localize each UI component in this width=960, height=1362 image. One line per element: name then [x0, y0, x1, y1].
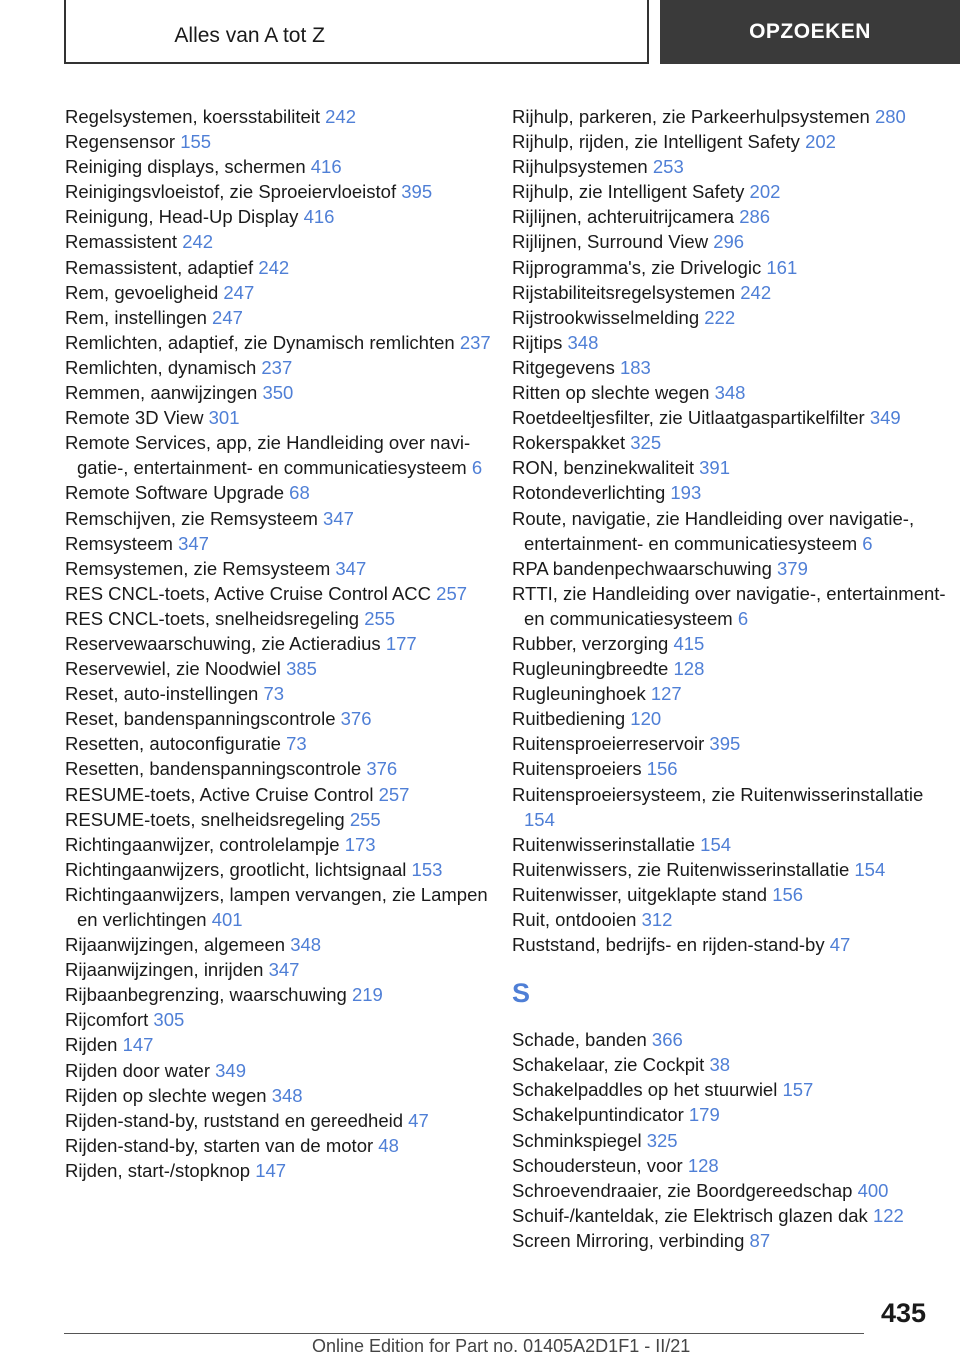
index-entry	[65, 832, 505, 857]
entry-term: Ruitensproeierreservoir	[512, 733, 705, 755]
entry-term: Richtingaanwijzers, grootlicht, lichtsignaal	[65, 858, 407, 880]
index-entry	[65, 631, 505, 656]
entry-term: Rijlijnen, Surround View	[512, 231, 709, 253]
entry-term: Ruit, ontdooien	[512, 909, 637, 930]
entry-term: Route, navigatie, zie Handleiding over navigatie-, entertainment- en communicatiesysteem	[512, 507, 915, 554]
index-entry	[512, 1228, 952, 1253]
page-reference-link[interactable]: 247	[223, 281, 255, 303]
entry-term: Ruitenwissers, zie Ruitenwisserinstallatie	[512, 858, 850, 880]
page-reference-link[interactable]: 347	[178, 532, 209, 554]
index-entry	[512, 1077, 952, 1102]
index-entry	[512, 1052, 952, 1077]
page-reference-link[interactable]: 68	[289, 482, 310, 504]
page-reference-link[interactable]: 128	[673, 658, 705, 680]
entry-term: Ritten op slechte wegen	[512, 382, 710, 404]
page-reference-link[interactable]: 161	[766, 256, 798, 278]
entry-term: Schuif-/kanteldak, zie Elektrisch glazen dak	[512, 1204, 868, 1226]
entry-term: Remlichten, dynamisch	[65, 356, 257, 378]
entry-term: Richtingaanwijzers, lampen vervangen, zie Lampen en verlichtingen	[65, 883, 488, 930]
page-reference-link[interactable]: 242	[740, 281, 772, 303]
entry-term: Rijprogramma's, zie Drivelogic	[512, 256, 762, 278]
page-reference-link[interactable]: 120	[630, 708, 662, 730]
index-entry	[65, 480, 505, 505]
index-entry	[512, 581, 952, 631]
entry-term: Rijbaanbegrenzing, waarschuwing	[65, 984, 347, 1006]
page-reference-link[interactable]: 73	[263, 683, 285, 705]
entry-term: Ruitenwisserinstallatie	[512, 833, 696, 855]
entry-term: Ruitensproeiers	[512, 758, 642, 780]
entry-term: Rubber, verzorging	[512, 632, 669, 654]
entry-term: Regensensor	[65, 131, 176, 153]
index-entry	[65, 731, 505, 756]
entry-term: Rijden op slechte wegen	[65, 1084, 267, 1106]
entry-term: Rijden door water	[65, 1059, 210, 1081]
entry-term: Rijtips	[512, 331, 563, 353]
index-column-right	[512, 104, 952, 1253]
index-entry	[512, 631, 952, 656]
page-reference-link[interactable]: 179	[688, 1104, 720, 1126]
page-reference-link[interactable]: 154	[524, 808, 555, 830]
page-reference-link[interactable]: 257	[436, 582, 468, 604]
entry-term: Reinigingsvloeistof, zie Sproeiervloeistof	[65, 181, 397, 203]
index-entry	[65, 229, 505, 254]
page-reference-link[interactable]: 347	[335, 557, 367, 579]
entry-term: Reinigung, Head-Up Display	[65, 206, 299, 228]
header-frame	[64, 0, 649, 64]
page-reference-link[interactable]: 348	[567, 331, 599, 353]
index-entry	[65, 807, 505, 832]
page-reference-link[interactable]: 237	[261, 356, 293, 378]
entry-term: Rijden-stand-by, starten van de motor	[65, 1134, 374, 1156]
page-reference-link[interactable]: 416	[303, 206, 335, 228]
index-entry	[512, 932, 952, 957]
entry-term: Schade, banden	[512, 1029, 647, 1051]
index-column-left	[65, 104, 505, 1183]
entry-term: Remassistent	[65, 231, 178, 253]
page-reference-link[interactable]: 416	[310, 156, 342, 178]
page-reference-link[interactable]: 128	[687, 1154, 719, 1176]
entry-term: Resetten, bandenspanningscontrole	[65, 758, 362, 780]
entry-term: Ruitenwisser, uitgeklapte stand	[512, 883, 768, 905]
index-entry	[65, 1133, 505, 1158]
entry-term: Ruitbediening	[512, 708, 626, 730]
page-reference-link[interactable]: 395	[401, 181, 433, 203]
entry-term: Rokerspakket	[512, 432, 626, 454]
index-entry	[65, 957, 505, 982]
page-reference-link[interactable]: 286	[739, 206, 771, 228]
index-entry	[65, 104, 505, 129]
entry-term: RES CNCL-toets, Active Cruise Control ACC	[65, 582, 432, 604]
page-reference-link[interactable]: 87	[749, 1229, 771, 1251]
entry-term: Rijcomfort	[65, 1009, 149, 1031]
page-reference-link[interactable]: 183	[619, 356, 651, 378]
entry-term: Remsysteem	[65, 532, 173, 554]
index-entry	[512, 1128, 952, 1153]
index-entry	[512, 305, 952, 330]
page-reference-link[interactable]: 350	[262, 382, 294, 404]
page-reference-link[interactable]: 255	[349, 808, 381, 830]
page-reference-link[interactable]: 347	[268, 959, 300, 981]
entry-term: RES CNCL-toets, snelheidsregeling	[65, 607, 360, 629]
index-entry	[65, 1007, 505, 1032]
page-reference-link[interactable]: 202	[805, 131, 836, 153]
page-reference-link[interactable]: 325	[630, 432, 662, 454]
index-entry	[512, 204, 952, 229]
entry-term: Schminkspiegel	[512, 1129, 642, 1151]
page-reference-link[interactable]: 153	[411, 858, 443, 880]
entry-term: Rotondeverlichting	[512, 482, 666, 504]
page-reference-link[interactable]: 147	[122, 1034, 154, 1056]
page-reference-link[interactable]: 349	[869, 407, 901, 429]
index-entry	[65, 305, 505, 330]
section-letter-s: S	[512, 978, 531, 1009]
entry-term: RON, benzinekwaliteit	[512, 457, 694, 479]
index-entry	[512, 104, 952, 129]
page-reference-link[interactable]: 391	[699, 457, 731, 479]
page-reference-link[interactable]: 173	[344, 833, 376, 855]
page-reference-link[interactable]: 325	[646, 1129, 678, 1151]
page-reference-link[interactable]: 147	[255, 1159, 287, 1181]
entry-term: Rijaanwijzingen, inrijden	[65, 959, 264, 981]
footer-edition: Online Edition for Part no. 01405A2D1F1 - II/21	[312, 1336, 691, 1356]
index-entry	[65, 380, 505, 405]
entry-term: Ruitensproeiersysteem, zie Ruitenwisserinstallatie	[512, 783, 924, 805]
entry-term: Remsystemen, zie Remsysteem	[65, 557, 331, 579]
index-entry	[512, 480, 952, 505]
entry-term: Rijhulp, parkeren, zie Parkeerhulpsystemen	[512, 106, 870, 127]
page-reference-link[interactable]: 122	[872, 1204, 904, 1226]
index-entry	[512, 782, 952, 832]
index-entry	[65, 154, 505, 179]
entry-term: Rijden	[65, 1034, 118, 1056]
index-entry	[65, 882, 505, 932]
index-entry	[65, 681, 505, 706]
entry-term: Richtingaanwijzer, controlelampje	[65, 833, 340, 855]
index-entry	[65, 506, 505, 531]
index-entry	[512, 1153, 952, 1178]
page-reference-link[interactable]: 312	[641, 909, 673, 930]
page-reference-link[interactable]: 301	[208, 407, 240, 429]
page-reference-link[interactable]: 348	[271, 1084, 303, 1106]
index-entry	[65, 330, 505, 355]
page-reference-link[interactable]: 366	[651, 1029, 683, 1051]
page-reference-link[interactable]: 157	[782, 1079, 814, 1101]
page-reference-link[interactable]: 156	[646, 758, 678, 780]
entry-term: Rijden, start-/stopknop	[65, 1159, 251, 1181]
entry-term: Schroevendraaier, zie Boordgereedschap	[512, 1179, 853, 1201]
index-entry	[65, 1108, 505, 1133]
entry-term: RTTI, zie Handleiding over navigatie-, entertainment- en communicatiesysteem	[512, 582, 946, 629]
index-entry	[512, 556, 952, 581]
index-entry	[65, 1158, 505, 1183]
entry-term: Rijstabiliteitsregelsystemen	[512, 281, 736, 303]
entry-term: Remmen, aanwijzingen	[65, 382, 258, 404]
index-entry	[512, 355, 952, 380]
index-entry	[512, 656, 952, 681]
page-reference-link[interactable]: 280	[874, 106, 906, 127]
index-entry	[65, 405, 505, 430]
page-reference-link[interactable]: 415	[673, 632, 705, 654]
index-entry	[65, 430, 505, 480]
index-entry	[512, 907, 952, 932]
entry-term: Remassistent, adaptief	[65, 256, 254, 278]
entry-term: RESUME-toets, Active Cruise Control	[65, 783, 374, 805]
entry-term: Schoudersteun, voor	[512, 1154, 683, 1176]
page-reference-link[interactable]: 348	[290, 934, 322, 956]
entry-term: Remote 3D View	[65, 407, 204, 429]
page-reference-link[interactable]: 155	[180, 131, 212, 153]
entry-term: Remlichten, adaptief, zie Dynamisch remlichten	[65, 331, 455, 353]
entry-term: Regelsystemen, koersstabiliteit	[65, 106, 320, 127]
index-entry	[65, 531, 505, 556]
page-reference-link[interactable]: 376	[366, 758, 398, 780]
index-entry	[512, 681, 952, 706]
entry-term: Rijaanwijzingen, algemeen	[65, 934, 286, 956]
index-entry	[65, 1032, 505, 1057]
page-reference-link[interactable]: 257	[378, 783, 410, 805]
entry-term: Roetdeeltjesfilter, zie Uitlaatgaspartikelfilter	[512, 407, 865, 429]
page-reference-link[interactable]: 47	[829, 934, 851, 956]
index-entry	[512, 731, 952, 756]
page-reference-link[interactable]: 6	[737, 607, 749, 629]
index-entry	[65, 982, 505, 1007]
page-reference-link[interactable]: 255	[364, 607, 396, 629]
entry-term: Rijhulpsystemen	[512, 156, 648, 178]
section-title: Alles van A tot Z	[174, 24, 325, 47]
page-reference-link[interactable]: 385	[286, 658, 317, 680]
index-entry	[65, 857, 505, 882]
page-reference-link[interactable]: 193	[670, 482, 702, 504]
page-reference-link[interactable]: 127	[650, 683, 682, 705]
page-reference-link[interactable]: 242	[182, 231, 214, 253]
page-reference-link[interactable]: 38	[709, 1054, 731, 1076]
entry-term: Rijhulp, zie Intelligent Safety	[512, 181, 745, 203]
page-reference-link[interactable]: 222	[704, 306, 736, 328]
index-entry	[512, 129, 952, 154]
entry-term: Rijden-stand-by, ruststand en gereedheid	[65, 1109, 404, 1131]
entry-term: Schakelaar, zie Cockpit	[512, 1054, 705, 1076]
index-entry	[65, 355, 505, 380]
entry-term: Ruststand, bedrijfs- en rijden-stand-by	[512, 934, 825, 956]
entry-term: Rijstrookwisselmelding	[512, 306, 700, 328]
entry-term: Rem, gevoeligheid	[65, 281, 219, 303]
index-entry	[65, 556, 505, 581]
entry-term: Schakelpuntindicator	[512, 1104, 684, 1126]
index-entry	[65, 606, 505, 631]
page-number: 435	[880, 1298, 926, 1328]
entry-term: Reservewaarschuwing, zie Actieradius	[65, 632, 381, 654]
page-reference-link[interactable]: 219	[351, 984, 383, 1006]
entry-term: Screen Mirroring, verbinding	[512, 1229, 745, 1251]
page-reference-link[interactable]: 395	[709, 733, 741, 755]
index-entry	[512, 756, 952, 781]
page-reference-link[interactable]: 348	[714, 382, 746, 404]
page-reference-link[interactable]: 73	[286, 733, 307, 755]
entry-term: RPA bandenpechwaarschuwing	[512, 557, 772, 579]
page-reference-link[interactable]: 242	[258, 256, 290, 278]
index-entry	[512, 832, 952, 857]
index-entry	[65, 255, 505, 280]
index-entry	[512, 1027, 952, 1052]
entry-term: Rem, instellingen	[65, 306, 207, 328]
index-entry	[512, 1178, 952, 1203]
index-entry	[512, 506, 952, 556]
index-entry	[512, 1203, 952, 1228]
index-entry	[65, 932, 505, 957]
index-entry	[512, 455, 952, 480]
page-reference-link[interactable]: 296	[713, 231, 745, 253]
index-entry	[512, 405, 952, 430]
entry-term: Remote Services, app, zie Handleiding over navigatie-, entertainment- en communicatiesysteem	[65, 432, 471, 479]
entry-term: Ritgegevens	[512, 356, 615, 378]
index-entry	[65, 656, 505, 681]
index-entry	[65, 1058, 505, 1083]
page-reference-link[interactable]: 401	[211, 909, 243, 930]
index-entry	[65, 204, 505, 229]
index-entry	[65, 782, 505, 807]
page-reference-link[interactable]: 48	[378, 1134, 399, 1156]
page-reference-link[interactable]: 305	[153, 1009, 185, 1031]
entry-term: Rugleuningbreedte	[512, 658, 669, 680]
index-entry	[65, 179, 505, 204]
index-entry	[65, 280, 505, 305]
index-entry	[512, 330, 952, 355]
page-reference-link[interactable]: 347	[323, 507, 354, 529]
page-reference-link[interactable]: 376	[340, 708, 372, 730]
index-entry	[65, 756, 505, 781]
entry-term: Reservewiel, zie Noodwiel	[65, 658, 281, 680]
entry-term: Rijlijnen, achteruitrijcamera	[512, 206, 735, 228]
index-entry	[512, 706, 952, 731]
entry-term: Schakelpaddles op het stuurwiel	[512, 1079, 778, 1101]
index-entry	[512, 430, 952, 455]
opzoeken-tab[interactable]: OPZOEKEN	[660, 0, 960, 64]
page-reference-link[interactable]: 177	[385, 632, 417, 654]
index-entry	[512, 179, 952, 204]
index-entry	[65, 129, 505, 154]
page-reference-link[interactable]: 247	[212, 306, 243, 328]
page-reference-link[interactable]: 253	[652, 156, 684, 178]
index-entry	[65, 581, 505, 606]
page-reference-link[interactable]: 400	[857, 1179, 889, 1201]
entry-term: Rijhulp, rijden, zie Intelligent Safety	[512, 131, 800, 153]
entry-term: RESUME-toets, snelheidsregeling	[65, 808, 345, 830]
index-entry	[512, 280, 952, 305]
entry-term: Reset, auto-instellingen	[65, 683, 259, 705]
page-reference-link[interactable]: 6	[862, 532, 873, 554]
page-reference-link[interactable]: 154	[700, 833, 732, 855]
entry-term: Reiniging displays, schermen	[65, 156, 306, 178]
index-entry	[512, 229, 952, 254]
entry-term: Rugleuninghoek	[512, 683, 646, 705]
page-reference-link[interactable]: 242	[325, 106, 357, 127]
page-reference-link[interactable]: 154	[854, 858, 886, 880]
index-entry	[512, 154, 952, 179]
index-entry	[65, 706, 505, 731]
page-reference-link[interactable]: 349	[215, 1059, 247, 1081]
page-reference-link[interactable]: 6	[471, 457, 483, 479]
entry-term: Remschijven, zie Remsysteem	[65, 507, 318, 529]
footer-divider	[64, 1333, 864, 1334]
entry-term: Reset, bandenspanningscontrole	[65, 708, 336, 730]
entry-term: Remote Software Upgrade	[65, 482, 285, 504]
page-reference-link[interactable]: 156	[772, 883, 804, 905]
index-entry	[512, 255, 952, 280]
page-reference-link[interactable]: 379	[777, 557, 808, 579]
index-entry	[512, 857, 952, 882]
index-entry	[512, 1102, 952, 1127]
page-reference-link[interactable]: 202	[749, 181, 781, 203]
index-entry	[512, 380, 952, 405]
index-entry	[65, 1083, 505, 1108]
page-reference-link[interactable]: 47	[408, 1109, 429, 1131]
entry-term: Resetten, autoconfiguratie	[65, 733, 281, 755]
index-entry	[512, 882, 952, 907]
page-reference-link[interactable]: 237	[459, 331, 491, 353]
